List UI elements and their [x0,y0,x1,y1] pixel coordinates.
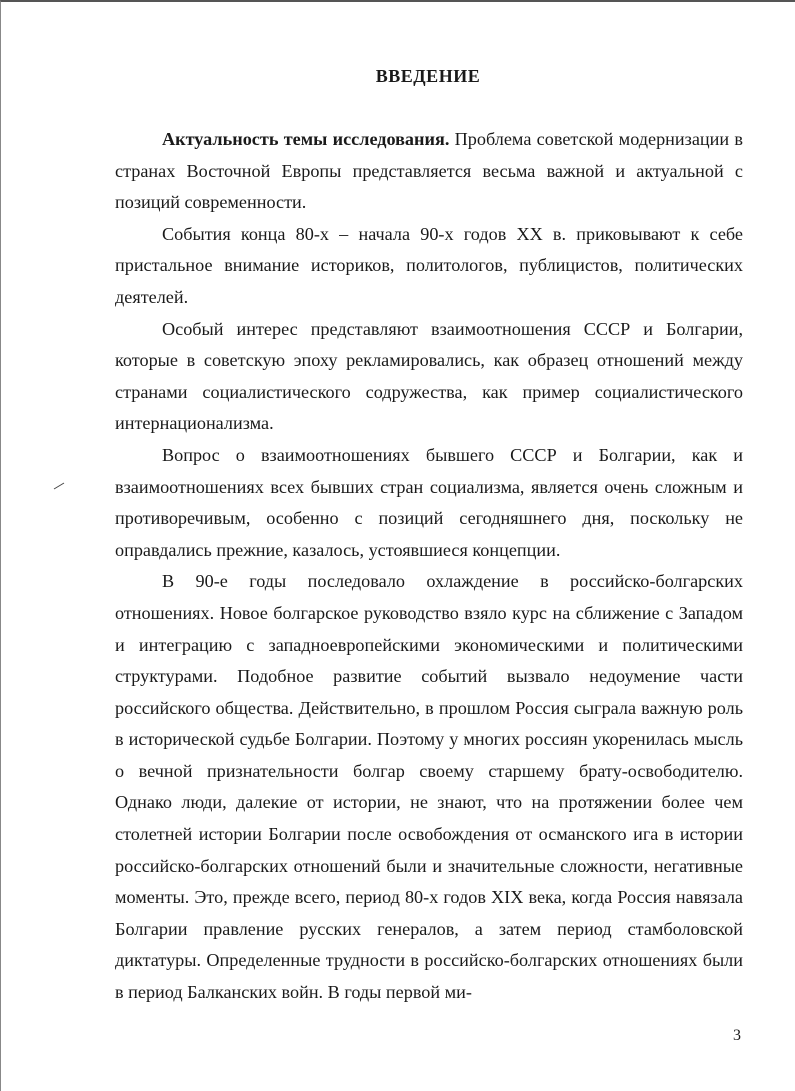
paragraph-relevance [115,124,743,219]
paragraph-nineties [115,566,743,1008]
paragraph-text: В 90-е годы последовало охлаждение в российско-болгарских отношениях. Новое болгарское руководство взяло курс на сближение с Западом и интеграцию с западноевропейскими экономическими и политическими структурами. Подобное развитие событий вызвало недоумение части российского общества. Действительно, в прошлом Россия сыграла важную роль в исторической судьбе Болгарии. Поэтому у многих россиян укоренилась мысль о вечной признательности болгар своему старшему брату-освободителю. Однако люди, далекие от истории, не знают, что на протяжении более чем столетней истории Болгарии после освобождения от османского ига в истории российско-болгарских отношений были и значительные сложности, негативные моменты. Это, прежде всего, период 80-х годов XIX века, когда Россия навязала Болгарии правление русских генералов, а затем период стамболовской диктатуры. Определенные трудности в российско-болгарских отношениях были в период Балканских войн. В годы первой ми- [115,571,743,1003]
page-title: ВВЕДЕНИЕ [375,66,481,86]
body-text [115,124,743,1009]
paragraph-text: Особый интерес представляют взаимоотношения СССР и Болгарии, которые в советскую эпоху рекламировались, как образец отношений между странами социалистического содружества, как пример социалистического интернационализма. [115,318,743,434]
paragraph-events [115,219,743,314]
paragraph-text: Вопрос о взаимоотношениях бывшего СССР и Болгарии, как и взаимоотношениях всех бывших стран социализма, является очень сложным и противоречивым, особенно с позиций сегодняшнего дня, поскольку не оправдались прежние, казалось, устоявшиеся концепции. [115,444,743,560]
paragraph-question [115,440,743,566]
paragraph-lead-bold: Актуальность темы исследования. [162,129,450,149]
paragraph-text: События конца 80-х – начала 90-х годов XX в. приковывают к себе пристальное внимание историков, политологов, публицистов, политических деятелей. [115,223,743,307]
pen-mark-icon [53,482,65,490]
paragraph-text: Проблема советской модернизации в странах Восточной Европы представляется весьма важной и актуальной с позиций современности. [115,129,743,213]
paragraph-interest [115,314,743,440]
page-number: 3 [733,1027,741,1044]
